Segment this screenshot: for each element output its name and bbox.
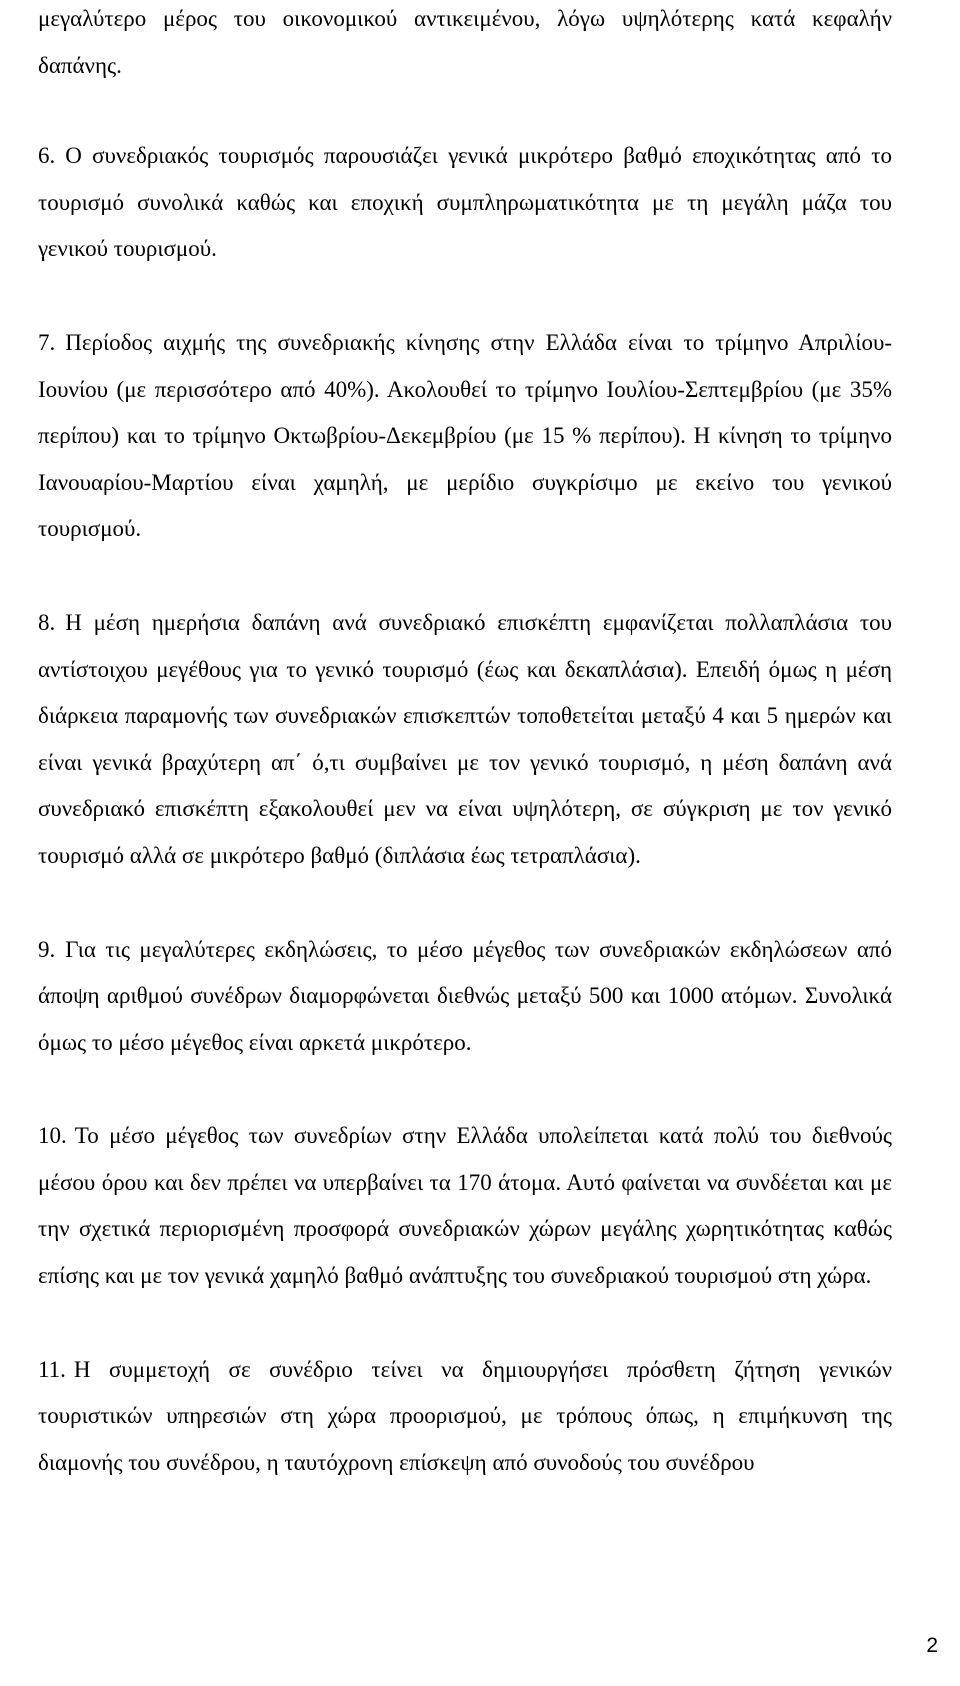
item-text: Η μέση ημερήσια δαπάνη ανά συνεδριακό επισκέπτη εμφανίζεται πολλαπλάσια του αντίστοιχου μεγέθους για το γενικό τουρισμό (έως και δεκαπλάσια). Επειδή όμως η μέση διάρκεια παραμονής των συνεδριακών επισκεπτών τοποθετείται μεταξύ 4 και 5 ημερών και είναι γενικά βραχύτερη απ΄ ό,τι συμβαίνει με τον γενικό τουρισμό, η μέση δαπάνη ανά συνεδριακό επισκέπτη εξακολουθεί μεν να είναι υψηλότερη, σε σύγκριση με τον γενικό τουρισμό αλλά σε μικρότερο βαθμό (διπλάσια έως τετραπλάσια). [38,609,892,868]
item-number: 6. [38,143,56,169]
document-page [38,0,892,1486]
item-text: Ο συνεδριακός τουρισμός παρουσιάζει γενικά μικρότερο βαθμό εποχικότητας από το τουρισμό συνολικά καθώς και εποχική συμπληρωματικότητα με τη μεγάλη μάζα του γενικού τουρισμού. [38,143,892,262]
list-item-10 [38,1113,892,1299]
page-number: 2 [926,1634,938,1657]
continuation-paragraph: μεγαλύτερο μέρος του οικονομικού αντικειμένου, λόγω υψηλότερης κατά κεφαλήν δαπάνης. [38,6,892,78]
list-item-9 [38,927,892,1067]
item-text: Το μέσο μέγεθος των συνεδρίων στην Ελλάδα υπολείπεται κατά πολύ του διεθνούς μέσου όρου και δεν πρέπει να υπερβαίνει τα 170 άτομα. Αυτό φαίνεται να συνδέεται και με την σχετικά περιορισμένη προσφορά συνεδριακών χώρων μεγάλης χωρητικότητας καθώς επίσης και με τον γενικά χαμηλό βαθμό ανάπτυξης του συνεδριακού τουρισμού στη χώρα. [38,1123,892,1289]
item-number: 8. [38,609,56,635]
item-text: Η συμμετοχή σε συνέδριο τείνει να δημιουργήσει πρόσθετη ζήτηση γενικών τουριστικών υπηρεσιών στη χώρα προορισμού, με τρόπους όπως, η επιμήκυνση της διαμονής του συνέδρου, η ταυτόχρονη επίσκεψη από συνοδούς του συνέδρου [38,1356,892,1475]
list-item-8 [38,600,892,880]
list-item-7 [38,320,892,553]
item-number: 11. [38,1356,66,1382]
item-text: Περίοδος αιχμής της συνεδριακής κίνησης στην Ελλάδα είναι το τρίμηνο Απριλίου-Ιουνίου (με περισσότερο από 40%). Ακολουθεί το τρίμηνο Ιουλίου-Σεπτεμβρίου (με 35% περίπου) και το τρίμηνο Οκτωβρίου-Δεκεμβρίου (με 15 % περίπου). Η κίνηση το τρίμηνο Ιανουαρίου-Μαρτίου είναι χαμηλή, με μερίδιο συγκρίσιμο με εκείνο του γενικού τουρισμού. [38,329,892,542]
item-number: 9. [38,936,56,962]
list-item-6 [38,133,892,273]
item-text: Για τις μεγαλύτερες εκδηλώσεις, το μέσο μέγεθος των συνεδριακών εκδηλώσεων από άποψη αριθμού συνέδρων διαμορφώνεται διεθνώς μεταξύ 500 και 1000 ατόμων. Συνολικά όμως το μέσο μέγεθος είναι αρκετά μικρότερο. [38,936,892,1055]
list-item-11 [38,1347,892,1487]
item-number: 7. [38,329,56,355]
item-number: 10. [38,1123,67,1149]
